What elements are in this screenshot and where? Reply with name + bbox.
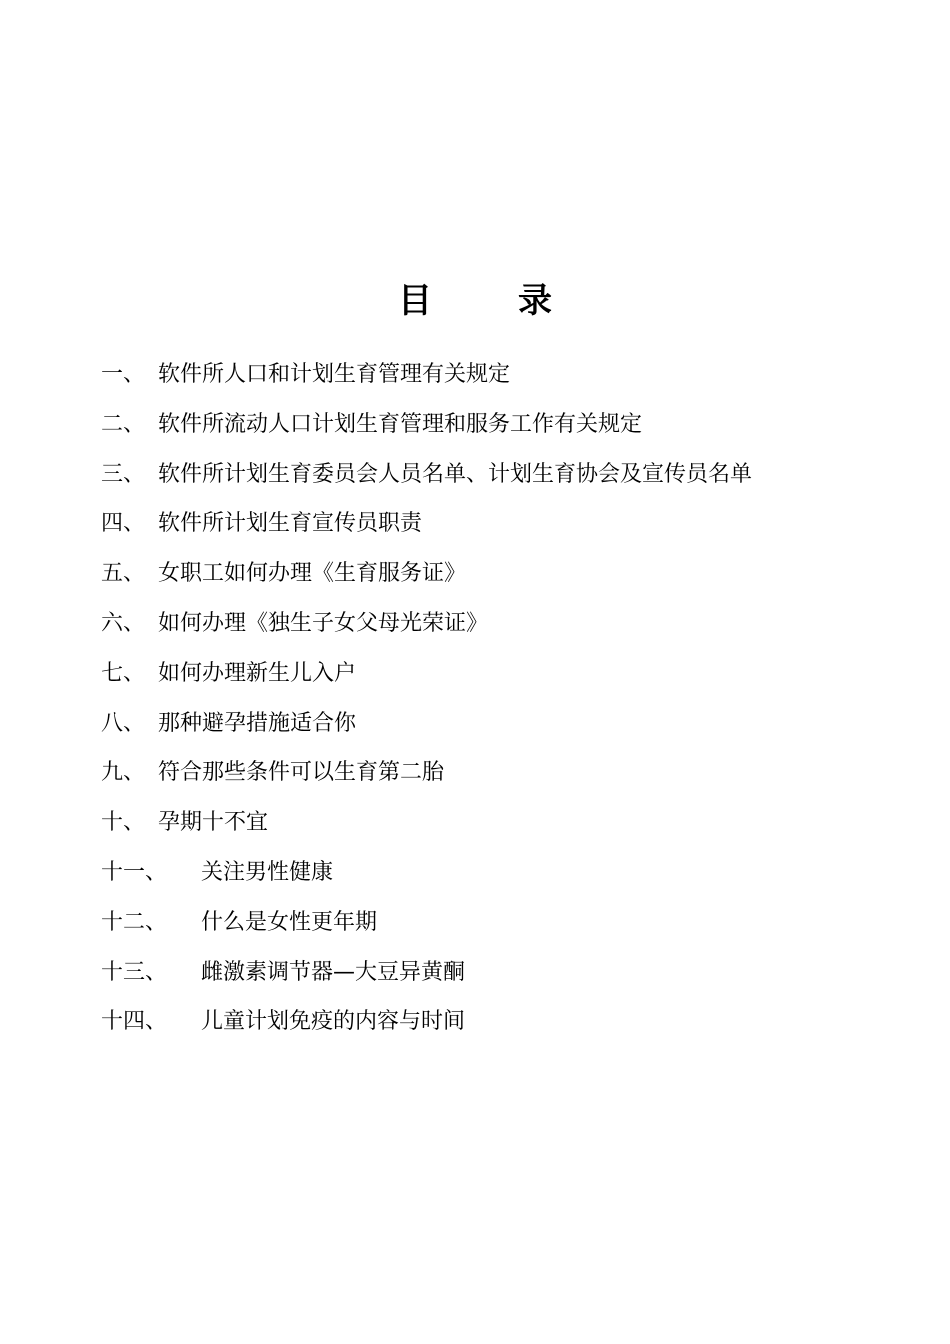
toc-entry-text: 儿童计划免疫的内容与时间 (201, 1009, 466, 1035)
toc-entry-text: 软件所计划生育委员会人员名单、计划生育协会及宣传员名单 (158, 461, 753, 487)
toc-entry-text: 软件所人口和计划生育管理有关规定 (158, 362, 511, 387)
toc-entry-1[interactable] (101, 354, 901, 404)
toc-entry-11[interactable] (101, 852, 901, 902)
toc-entry-text: 符合那些条件可以生育第二胎 (158, 760, 445, 786)
toc-entry-text: 软件所计划生育宣传员职责 (158, 511, 423, 537)
toc-entry-number: 五、 (101, 561, 146, 587)
toc-entry-text: 关注男性健康 (201, 859, 334, 885)
toc-entry-text: 孕期十不宜 (158, 810, 269, 836)
toc-entry-7[interactable] (101, 653, 901, 703)
toc-entry-3[interactable] (101, 454, 901, 504)
toc-entry-5[interactable] (101, 553, 901, 603)
toc-entry-number: 十一、 (101, 859, 168, 885)
toc-entry-number: 十二、 (101, 909, 168, 935)
toc-entry-6[interactable] (101, 603, 901, 653)
table-of-contents (101, 354, 901, 1051)
toc-entry-9[interactable] (101, 752, 901, 802)
toc-entry-10[interactable] (101, 802, 901, 852)
toc-entry-number: 二、 (101, 411, 146, 437)
toc-entry-number: 九、 (101, 760, 146, 786)
toc-entry-text: 软件所流动人口计划生育管理和服务工作有关规定 (158, 411, 643, 437)
toc-entry-text: 女职工如何办理《生育服务证》 (158, 561, 467, 587)
toc-entry-8[interactable] (101, 703, 901, 753)
toc-entry-text: 如何办理《独生子女父母光荣证》 (158, 610, 489, 636)
toc-entry-text: 雌激素调节器—大豆异黄酮 (201, 959, 466, 985)
toc-entry-4[interactable] (101, 503, 901, 553)
toc-entry-text: 那种避孕措施适合你 (158, 710, 357, 736)
toc-entry-2[interactable] (101, 404, 901, 454)
toc-entry-number: 四、 (101, 511, 146, 537)
toc-entry-number: 六、 (101, 610, 146, 636)
toc-entry-number: 十三、 (101, 959, 168, 985)
toc-entry-12[interactable] (101, 902, 901, 952)
toc-entry-text: 什么是女性更年期 (201, 909, 378, 935)
toc-entry-text: 如何办理新生儿入户 (158, 660, 357, 686)
toc-title-char-1: 目 (398, 281, 432, 321)
toc-entry-14[interactable] (101, 1001, 901, 1051)
toc-entry-number: 一、 (101, 362, 146, 387)
toc-entry-number: 十四、 (101, 1009, 168, 1035)
toc-title-char-2: 录 (518, 281, 552, 321)
toc-entry-13[interactable] (101, 952, 901, 1002)
toc-entry-number: 八、 (101, 710, 146, 736)
toc-entry-number: 七、 (101, 660, 146, 686)
toc-entry-number: 三、 (101, 461, 146, 487)
toc-title (0, 278, 950, 324)
toc-entry-number: 十、 (101, 810, 146, 836)
